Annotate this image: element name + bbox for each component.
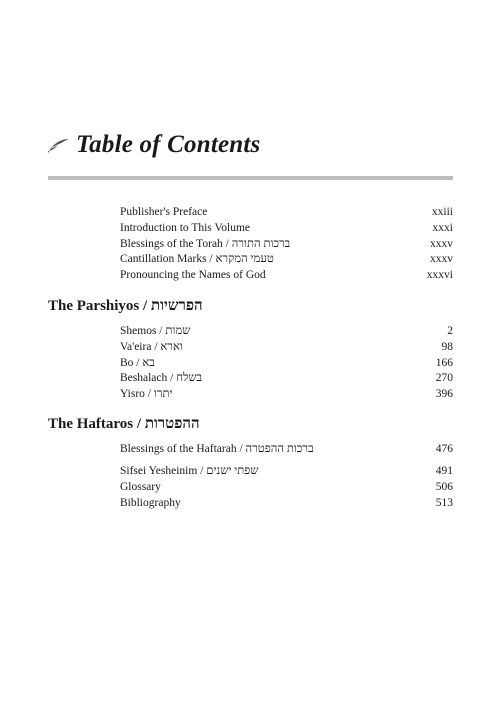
toc-entry[interactable] (120, 237, 453, 253)
title-block (48, 128, 453, 162)
entry-label: Shemos / שמות (120, 325, 191, 337)
toc-entry[interactable] (120, 340, 453, 356)
title-divider (48, 176, 453, 180)
entry-page: 396 (435, 388, 453, 401)
entry-label: Yisro / יתרו (120, 388, 173, 401)
entry-label: Publisher's Preface (120, 206, 208, 218)
entry-page: 2 (447, 325, 453, 337)
quill-icon (48, 137, 70, 153)
toc-entry[interactable] (120, 371, 453, 387)
entry-page: 98 (441, 340, 453, 353)
entry-label: Bo / בא (120, 356, 155, 369)
toc-entry[interactable] (120, 480, 453, 496)
entry-page: xxiii (431, 206, 453, 218)
entry-page: xxxi (432, 221, 453, 234)
entry-label: Pronouncing the Names of God (120, 269, 266, 282)
entry-page: 506 (435, 480, 453, 493)
toc-entry[interactable] (120, 442, 453, 458)
entry-page: xxxvi (426, 269, 453, 282)
entry-page: 270 (435, 372, 453, 385)
entry-label: Glossary (120, 480, 161, 493)
entry-label: Cantillation Marks / טעמי המקרא (120, 253, 274, 266)
toc-entry[interactable] (120, 252, 453, 268)
entry-label: Va'eira / וארא (120, 340, 183, 353)
entry-page: xxxv (430, 237, 453, 250)
parshiyos-list (120, 324, 453, 403)
toc-entry[interactable] (120, 496, 453, 512)
toc-entry[interactable] (120, 464, 453, 480)
entry-label: Bibliography (120, 496, 181, 509)
front-matter-list (120, 205, 453, 284)
entry-page: 476 (435, 443, 453, 455)
entry-label: Introduction to This Volume (120, 221, 251, 234)
entry-label: Blessings of the Torah / ברכות התורה (120, 237, 291, 250)
haftaros-list (120, 442, 453, 458)
entry-page: 491 (435, 465, 453, 477)
toc-entry[interactable] (120, 387, 453, 403)
toc-entry[interactable] (120, 356, 453, 372)
entry-label: Beshalach / בשלח (120, 372, 203, 385)
back-matter-list (120, 464, 453, 511)
toc-entry[interactable] (120, 324, 453, 340)
section-heading-haftaros[interactable]: The Haftaros / ההפטרות (48, 416, 200, 432)
toc-entry[interactable] (120, 221, 453, 237)
entry-page: xxxv (430, 253, 453, 266)
entry-page: 166 (435, 356, 453, 369)
page-title: Table of Contents (76, 131, 261, 158)
toc-entry[interactable] (120, 268, 453, 284)
entry-label: Sifsei Yesheinim / שפתי ישנים (120, 465, 259, 477)
toc-entry[interactable] (120, 205, 453, 221)
entry-label: Blessings of the Haftarah / ברכות ההפטרה (120, 443, 314, 455)
entry-page: 513 (435, 496, 453, 509)
section-heading-parshiyos[interactable]: The Parshiyos / הפרשיות (48, 298, 203, 314)
